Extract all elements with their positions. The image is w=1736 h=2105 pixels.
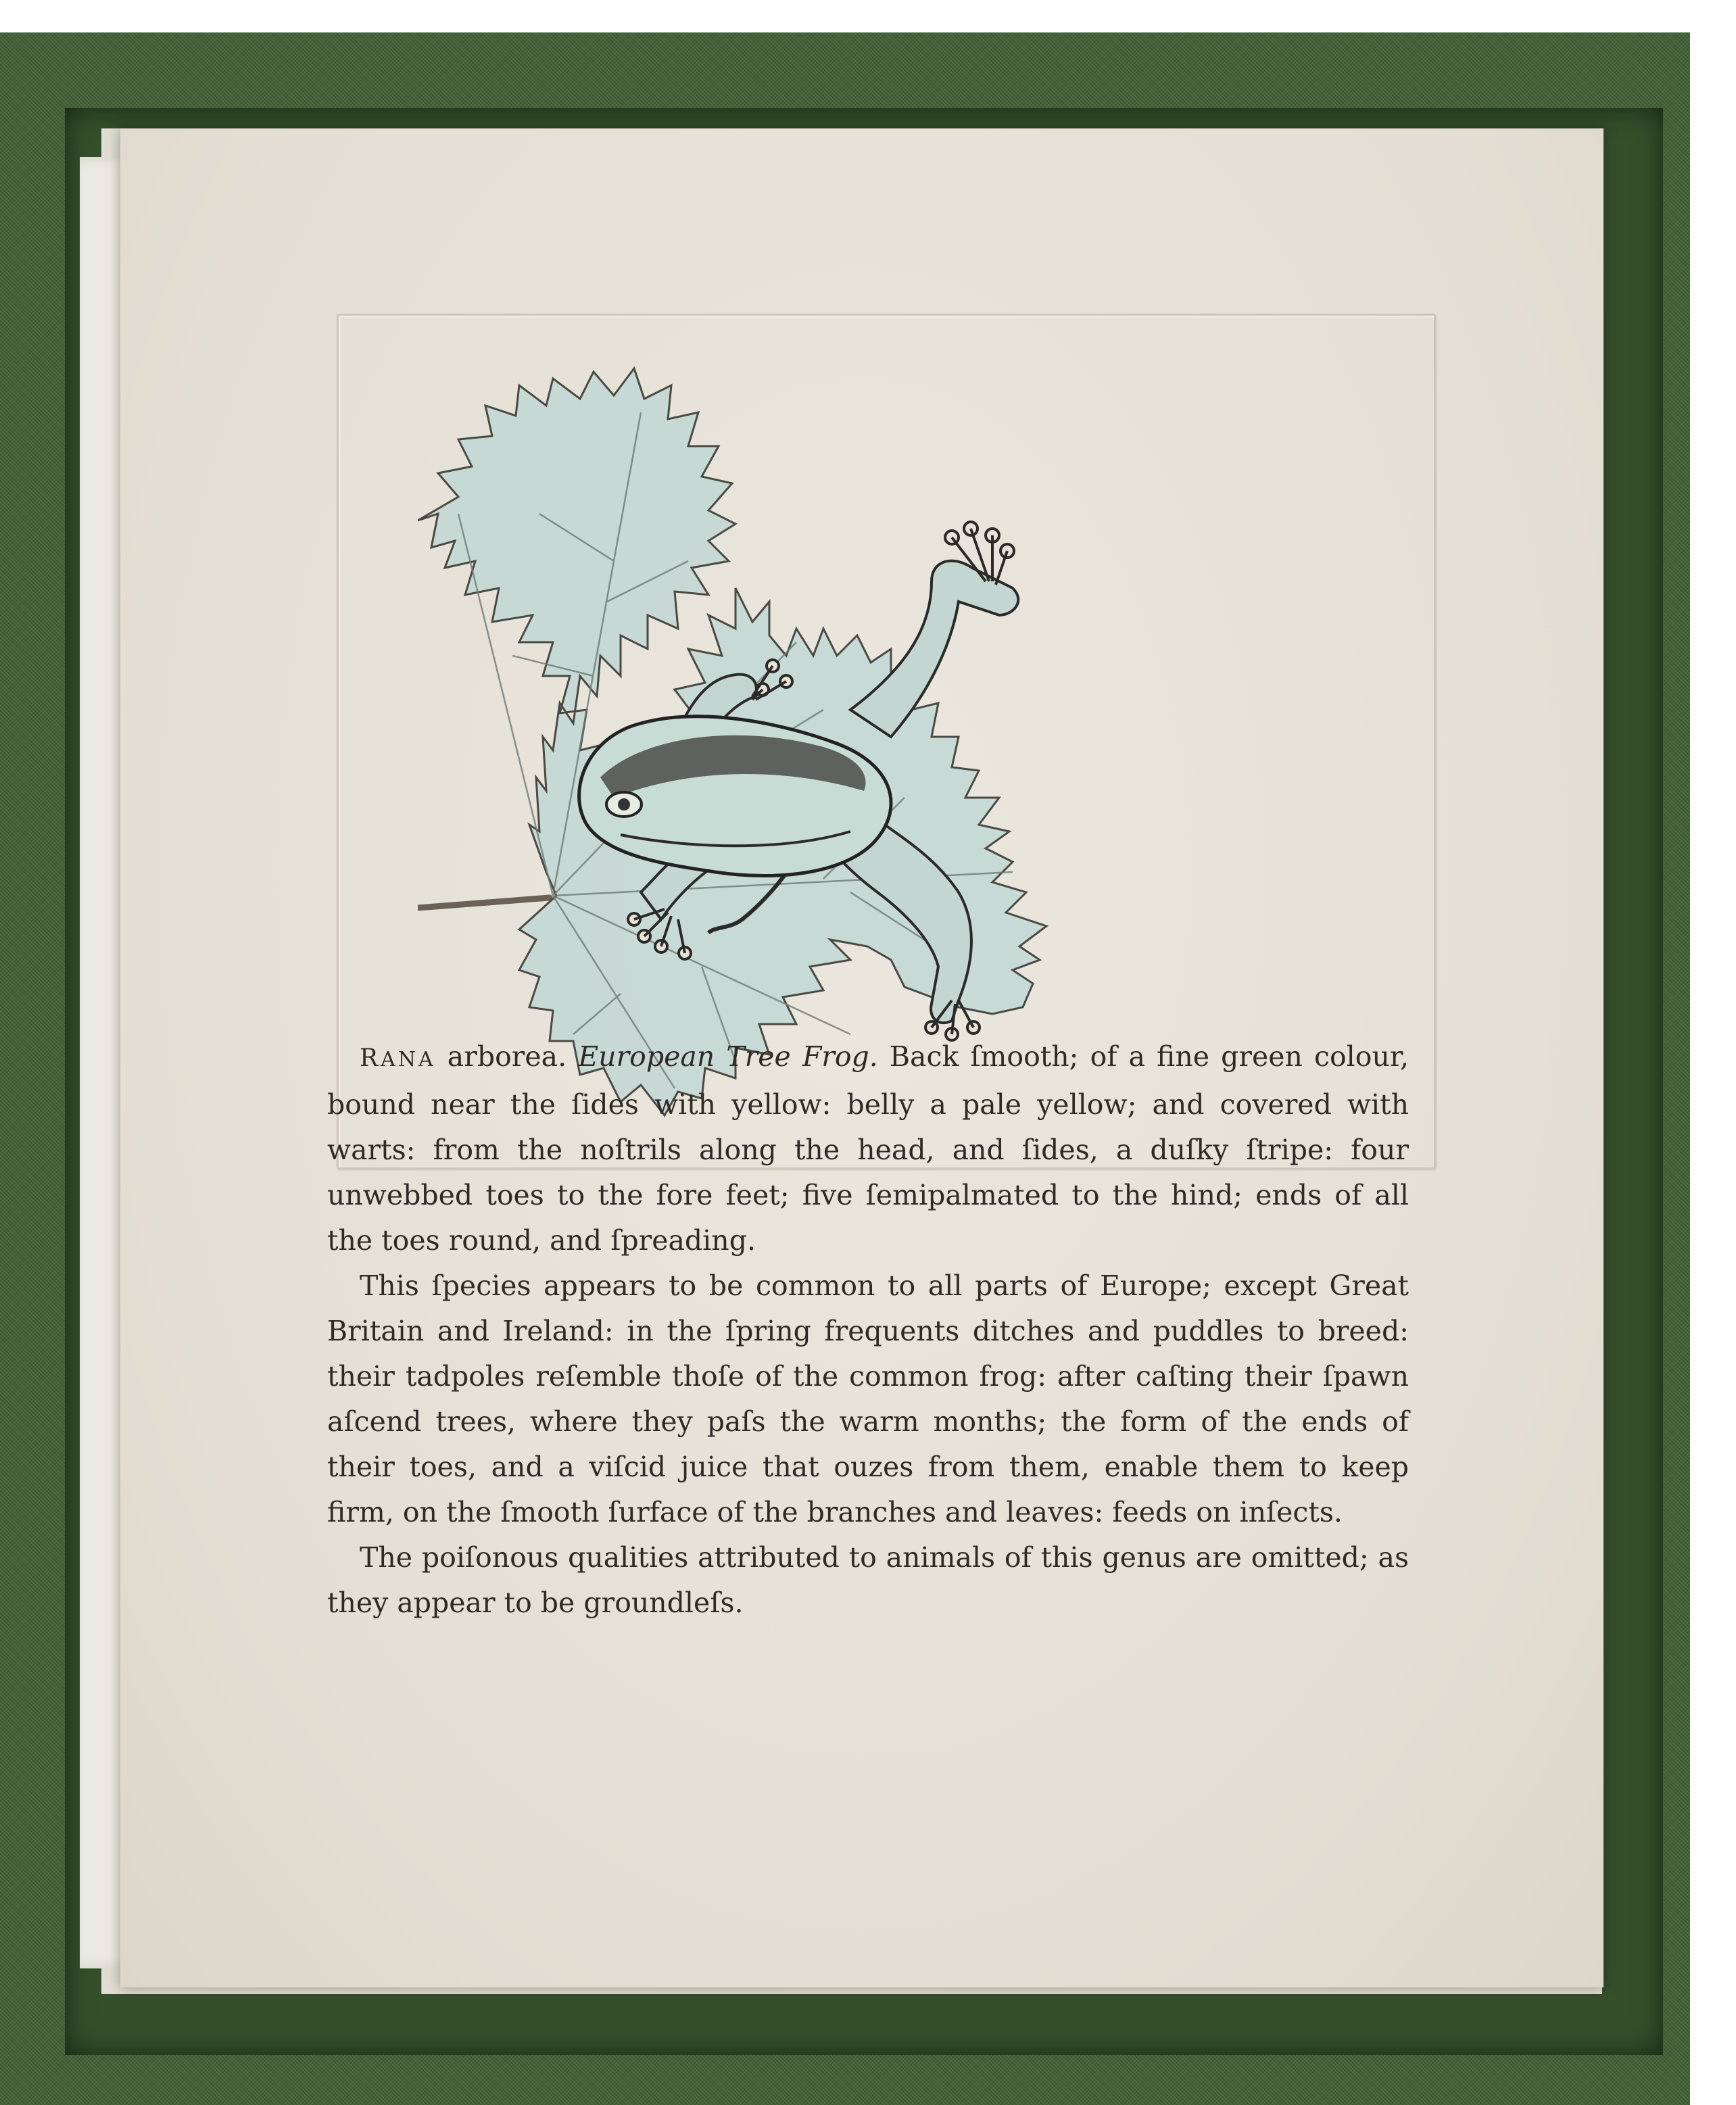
species-description — [327, 1034, 1409, 1263]
genus-initial: R — [360, 1044, 381, 1072]
description-text: Back ſmooth; of a fine green colour, bound near the ſides with yellow: belly a pale yellow; and covered with warts: from the noſtrils along the head, and ſides, a duſky ſtripe: four unwebbed toes to the fore feet; five ſemipalmated to the hind; ends of all the toes round, and ſpreading. — [327, 1040, 1409, 1257]
tree-frog-engraving — [418, 358, 1364, 1149]
genus-name — [360, 1044, 436, 1072]
range-paragraph: This ſpecies appears to be common to all parts of Europe; except Great Britain and Ireland: in the ſpring frequents ditches and puddles to breed: their tadpoles reſemble thoſe of the common frog: after caſting their ſpawn aſcend trees, where they paſs the warm months; the form of the ends of their toes, and a viſcid juice that ouzes from them, enable them to keep firm, on the ſmooth ſurface of the branches and leaves: feeds on inſects. — [327, 1269, 1409, 1528]
note-paragraph: The poiſonous qualities attributed to animals of this genus are omitted; as they appear to be groundleſs. — [327, 1541, 1409, 1619]
species-name: arborea. — [447, 1040, 567, 1073]
book-page — [120, 128, 1604, 1987]
genus-small-caps: ANA — [381, 1048, 436, 1071]
leaf-stem — [418, 898, 550, 908]
species-text — [327, 1034, 1409, 1626]
common-name: European Tree Frog. — [578, 1040, 878, 1073]
